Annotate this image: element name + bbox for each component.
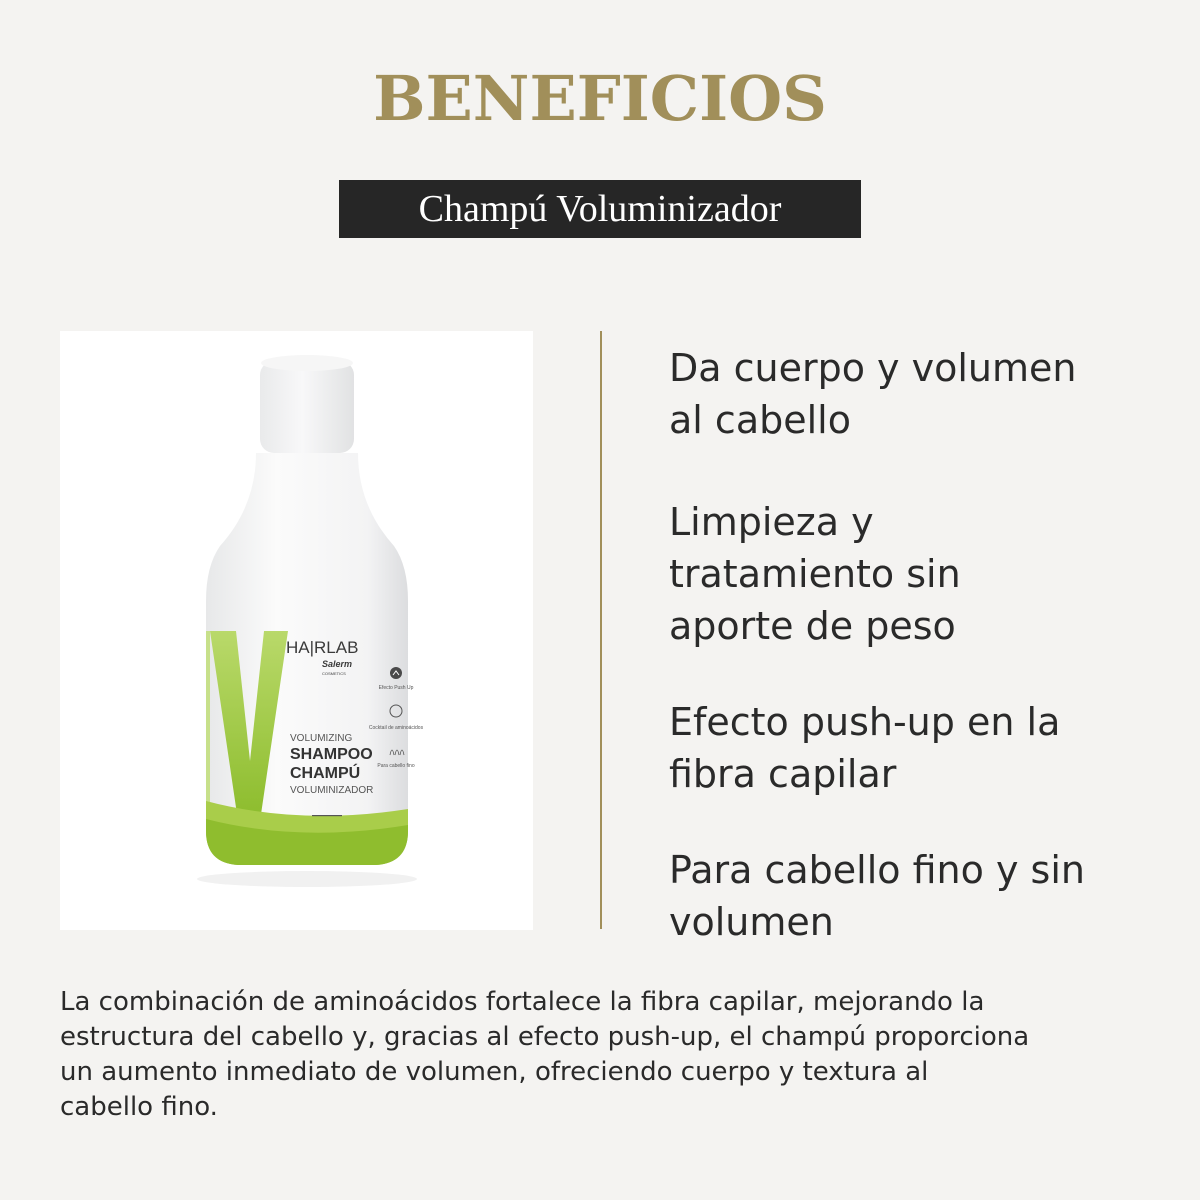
benefit-volume-line2: al cabello bbox=[669, 398, 851, 442]
benefit-cleansing-line2: tratamiento sin bbox=[669, 552, 961, 596]
label-champu: CHAMPÚ bbox=[290, 765, 361, 782]
label-shampoo: SHAMPOO bbox=[290, 746, 373, 763]
benefit-push-up-line2: fibra capilar bbox=[669, 752, 897, 796]
product-name-banner bbox=[339, 180, 861, 238]
description-line-3: un aumento inmediato de volumen, ofreciendo cuerpo y textura al bbox=[60, 1057, 929, 1087]
description-line-4: cabello fino. bbox=[60, 1092, 218, 1122]
vertical-divider bbox=[600, 331, 602, 929]
benefit-cleansing-line1: Limpieza y bbox=[669, 500, 874, 544]
product-description bbox=[60, 985, 1145, 1125]
benefit-volume-line1: Da cuerpo y volumen bbox=[669, 346, 1077, 390]
benefit-cleansing bbox=[669, 496, 1149, 652]
fine-hair-label: Para cabello fino bbox=[377, 763, 415, 769]
description-line-2: estructura del cabello y, gracias al efecto push-up, el champú proporciona bbox=[60, 1022, 1030, 1052]
shampoo-bottle-image bbox=[60, 331, 533, 930]
push-up-label: Efecto Push Up bbox=[378, 685, 414, 691]
benefit-fine-hair bbox=[669, 844, 1149, 948]
benefit-push-up-line1: Efecto push-up en la bbox=[669, 700, 1061, 744]
benefit-volume bbox=[669, 342, 1149, 446]
label-voluminizador: VOLUMINIZADOR bbox=[290, 785, 374, 796]
page-title: BENEFICIOS bbox=[373, 62, 827, 135]
amino-cocktail-label: Cocktail de aminoácidos bbox=[368, 725, 424, 731]
brand-maker-sub: COSMETICS bbox=[322, 671, 346, 676]
benefit-fine-hair-line2: volumen bbox=[669, 900, 834, 944]
description-line-1: La combinación de aminoácidos fortalece la fibra capilar, mejorando la bbox=[60, 987, 985, 1017]
push-up-icon bbox=[390, 667, 402, 679]
benefit-cleansing-line3: aporte de peso bbox=[669, 604, 956, 648]
benefit-fine-hair-line1: Para cabello fino y sin bbox=[669, 848, 1085, 892]
product-name: Champú Voluminizador bbox=[418, 188, 782, 230]
brand-hairlab: HA|RLAB bbox=[286, 638, 359, 657]
bottle-cap bbox=[260, 361, 354, 453]
benefit-push-up bbox=[669, 696, 1149, 800]
product-image-panel bbox=[60, 331, 533, 930]
brand-maker: Salerm bbox=[322, 659, 353, 669]
label-volumizing: VOLUMIZING bbox=[290, 733, 353, 744]
